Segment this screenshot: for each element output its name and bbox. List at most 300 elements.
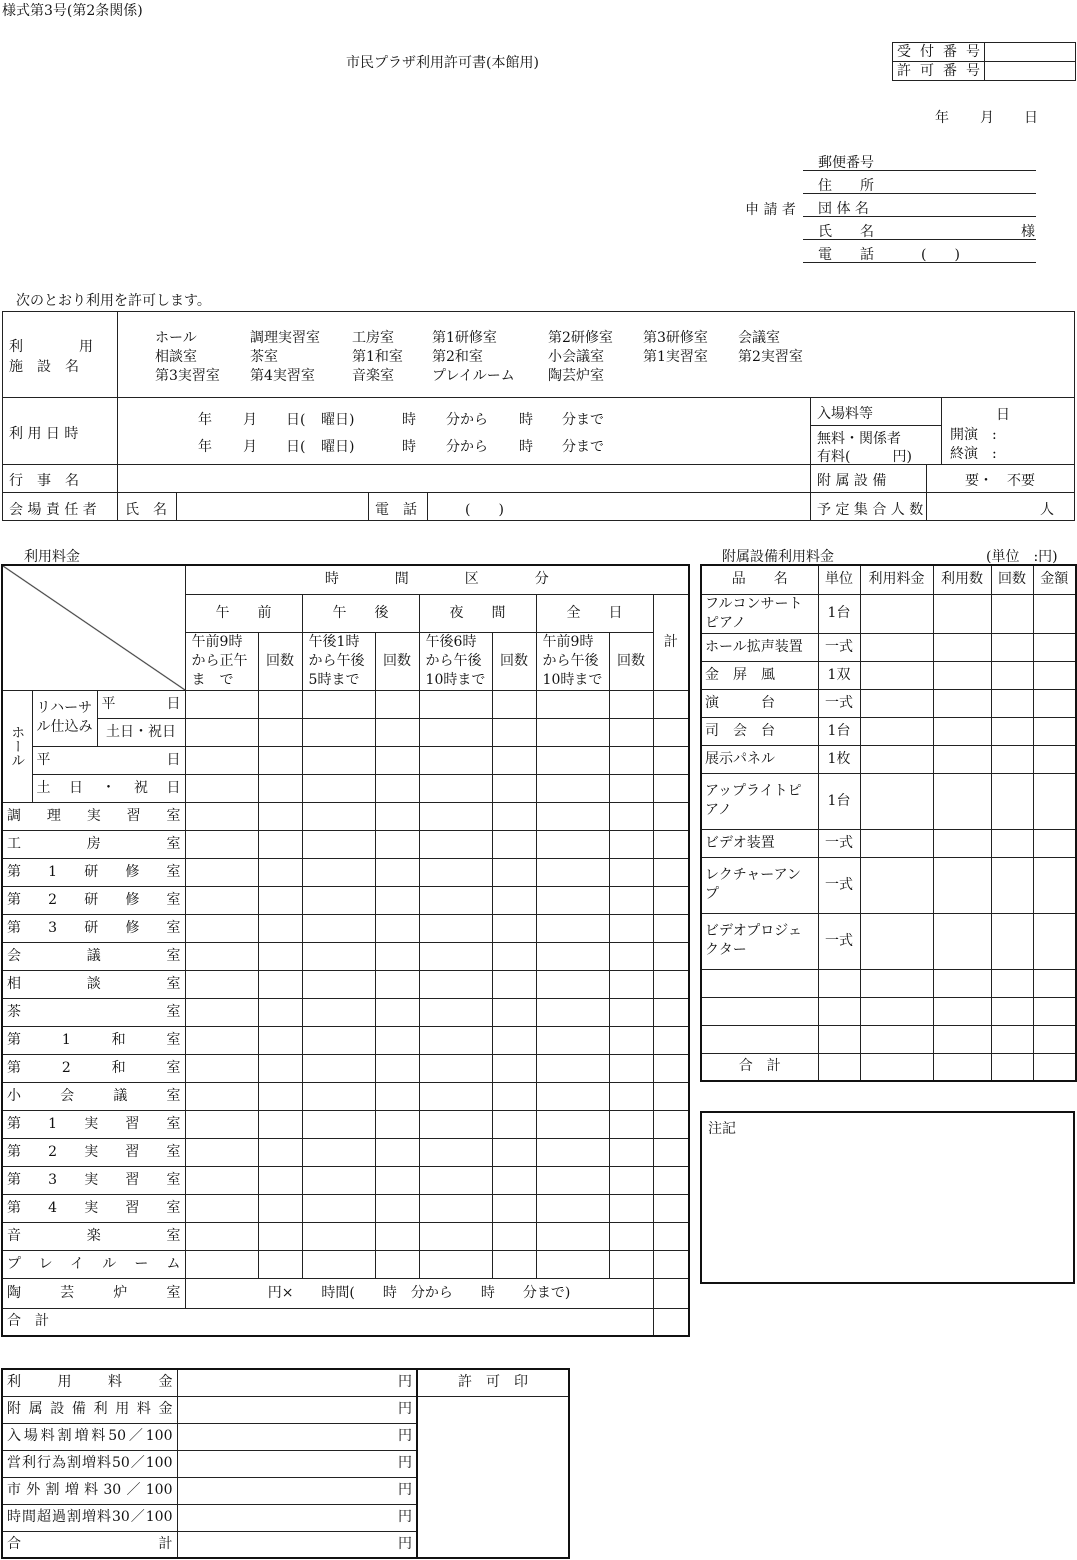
fee-cell[interactable] bbox=[419, 914, 492, 942]
fee-cell[interactable] bbox=[419, 1222, 492, 1250]
manager-tel-field[interactable]: ( ) bbox=[465, 502, 504, 518]
fee-cell[interactable] bbox=[419, 830, 492, 858]
fee-cell[interactable] bbox=[185, 1110, 258, 1138]
fee-cell[interactable] bbox=[375, 942, 419, 970]
equipment-cell[interactable] bbox=[991, 661, 1033, 689]
fee-cell[interactable] bbox=[492, 802, 536, 830]
fee-cell[interactable] bbox=[302, 858, 375, 886]
equipment-cell[interactable] bbox=[991, 997, 1033, 1025]
fee-cell[interactable] bbox=[536, 1082, 609, 1110]
name-line[interactable]: 氏 名 様 bbox=[803, 219, 1036, 240]
rehearsal-weekday: 平 日 bbox=[97, 690, 185, 718]
fee-cell[interactable] bbox=[653, 746, 689, 774]
fee-cell[interactable] bbox=[536, 970, 609, 998]
equipment-cell[interactable] bbox=[860, 773, 933, 829]
fee-cell[interactable] bbox=[419, 718, 492, 746]
fee-cell[interactable] bbox=[375, 774, 419, 802]
summary-amount[interactable]: 円 bbox=[177, 1369, 417, 1396]
fee-cell[interactable] bbox=[653, 886, 689, 914]
fee-cell[interactable] bbox=[536, 746, 609, 774]
equipment-cell[interactable] bbox=[1033, 997, 1076, 1025]
fee-cell[interactable] bbox=[375, 1054, 419, 1082]
fee-cell[interactable] bbox=[185, 1250, 258, 1278]
open-time[interactable]: 開演 : bbox=[950, 427, 997, 443]
equipment-cell[interactable] bbox=[991, 633, 1033, 661]
facility-option[interactable]: 工房室 bbox=[352, 330, 394, 346]
equipment-cell[interactable] bbox=[860, 661, 933, 689]
kiln-rate[interactable]: 円× 時間( 時 分から 時 分まで) bbox=[185, 1278, 653, 1308]
facility-option[interactable]: 第1研修室 bbox=[432, 330, 497, 346]
fee-cell[interactable] bbox=[375, 746, 419, 774]
fee-cell[interactable] bbox=[492, 1138, 536, 1166]
equipment-cell[interactable] bbox=[1033, 857, 1076, 913]
fee-cell[interactable] bbox=[609, 746, 653, 774]
fee-cell[interactable] bbox=[492, 830, 536, 858]
fee-cell[interactable] bbox=[492, 1250, 536, 1278]
fee-cell[interactable] bbox=[609, 1054, 653, 1082]
paid-option[interactable]: 有料( 円) bbox=[817, 449, 912, 465]
fee-cell[interactable] bbox=[185, 970, 258, 998]
fee-cell[interactable] bbox=[419, 1110, 492, 1138]
fee-cell[interactable] bbox=[492, 1166, 536, 1194]
fee-cell[interactable] bbox=[185, 1138, 258, 1166]
equipment-cell[interactable] bbox=[933, 969, 991, 997]
facility-option[interactable]: 第3実習室 bbox=[155, 368, 220, 384]
equipment-cell[interactable] bbox=[1033, 829, 1076, 857]
fee-cell[interactable] bbox=[536, 858, 609, 886]
fee-cell[interactable] bbox=[258, 1026, 302, 1054]
fee-cell[interactable] bbox=[536, 1250, 609, 1278]
fee-cell[interactable] bbox=[653, 1054, 689, 1082]
facility-option[interactable]: ホール bbox=[155, 330, 197, 346]
equipment-cell[interactable] bbox=[1033, 745, 1076, 773]
equipment-cell[interactable] bbox=[991, 717, 1033, 745]
fee-cell[interactable] bbox=[258, 914, 302, 942]
equipment-cell[interactable] bbox=[933, 689, 991, 717]
fee-cell[interactable] bbox=[492, 1054, 536, 1082]
facility-option[interactable]: 相談室 bbox=[155, 349, 197, 365]
manager-name-field[interactable] bbox=[179, 494, 365, 519]
equipment-cell[interactable] bbox=[860, 594, 933, 633]
equipment-cell[interactable] bbox=[1033, 1025, 1076, 1053]
equipment-cell[interactable] bbox=[1033, 661, 1076, 689]
tel-line[interactable]: 電 話 ( ) bbox=[803, 242, 1036, 263]
fee-cell[interactable] bbox=[419, 1194, 492, 1222]
fee-cell[interactable] bbox=[185, 998, 258, 1026]
fee-cell[interactable] bbox=[185, 1082, 258, 1110]
facility-option[interactable]: 第1実習室 bbox=[643, 349, 708, 365]
fee-cell[interactable] bbox=[609, 914, 653, 942]
fee-cell[interactable] bbox=[258, 942, 302, 970]
equipment-cell[interactable] bbox=[1033, 773, 1076, 829]
fee-cell[interactable] bbox=[492, 914, 536, 942]
equipment-cell[interactable] bbox=[701, 1025, 818, 1053]
fee-cell[interactable] bbox=[302, 1166, 375, 1194]
fee-cell[interactable] bbox=[609, 774, 653, 802]
notes-box[interactable] bbox=[700, 1111, 1075, 1284]
fee-cell[interactable] bbox=[609, 1166, 653, 1194]
fee-cell[interactable] bbox=[185, 1166, 258, 1194]
equipment-cell[interactable] bbox=[818, 1025, 860, 1053]
fee-cell[interactable] bbox=[185, 802, 258, 830]
fee-cell[interactable] bbox=[419, 1026, 492, 1054]
equipment-cell[interactable] bbox=[933, 717, 991, 745]
fee-cell[interactable] bbox=[258, 802, 302, 830]
fee-cell[interactable] bbox=[653, 970, 689, 998]
fee-cell[interactable] bbox=[492, 970, 536, 998]
facility-option[interactable]: 第2実習室 bbox=[738, 349, 803, 365]
equipment-cell[interactable] bbox=[860, 1053, 933, 1081]
fee-cell[interactable] bbox=[419, 1138, 492, 1166]
fee-cell[interactable] bbox=[609, 718, 653, 746]
equipment-cell[interactable] bbox=[991, 689, 1033, 717]
fee-cell[interactable] bbox=[258, 998, 302, 1026]
fee-cell[interactable] bbox=[419, 690, 492, 718]
fee-cell[interactable] bbox=[419, 942, 492, 970]
fee-cell[interactable] bbox=[258, 774, 302, 802]
equipment-cell[interactable] bbox=[933, 661, 991, 689]
fee-cell[interactable] bbox=[375, 718, 419, 746]
fee-cell[interactable] bbox=[258, 1110, 302, 1138]
summary-amount[interactable]: 円 bbox=[177, 1504, 417, 1531]
fee-cell[interactable] bbox=[375, 886, 419, 914]
fee-cell[interactable] bbox=[653, 858, 689, 886]
equipment-cell[interactable] bbox=[991, 773, 1033, 829]
fee-cell[interactable] bbox=[419, 774, 492, 802]
fee-cell[interactable] bbox=[375, 1222, 419, 1250]
fee-cell[interactable] bbox=[653, 1222, 689, 1250]
fee-cell[interactable] bbox=[609, 942, 653, 970]
fee-cell[interactable] bbox=[302, 690, 375, 718]
fee-cell[interactable] bbox=[536, 998, 609, 1026]
fee-cell[interactable] bbox=[258, 690, 302, 718]
fee-cell[interactable] bbox=[302, 1138, 375, 1166]
summary-amount[interactable]: 円 bbox=[177, 1531, 417, 1558]
fee-cell[interactable] bbox=[375, 1166, 419, 1194]
facility-option[interactable]: 第4実習室 bbox=[250, 368, 315, 384]
equipment-cell[interactable] bbox=[991, 745, 1033, 773]
fee-cell[interactable] bbox=[375, 998, 419, 1026]
fee-cell[interactable] bbox=[419, 886, 492, 914]
fee-cell[interactable] bbox=[492, 746, 536, 774]
summary-amount[interactable]: 円 bbox=[177, 1423, 417, 1450]
fee-cell[interactable] bbox=[302, 1110, 375, 1138]
fee-cell[interactable] bbox=[492, 886, 536, 914]
equipment-cell[interactable] bbox=[933, 745, 991, 773]
fee-cell[interactable] bbox=[492, 1110, 536, 1138]
fee-cell[interactable] bbox=[185, 830, 258, 858]
fee-cell[interactable] bbox=[375, 914, 419, 942]
fee-cell[interactable] bbox=[653, 942, 689, 970]
equipment-cell[interactable] bbox=[860, 829, 933, 857]
facility-option[interactable]: 茶室 bbox=[250, 349, 278, 365]
fee-cell[interactable] bbox=[419, 858, 492, 886]
equipment-cell[interactable] bbox=[933, 633, 991, 661]
fee-cell[interactable] bbox=[185, 1194, 258, 1222]
fee-cell[interactable] bbox=[653, 1194, 689, 1222]
fee-cell[interactable] bbox=[185, 1054, 258, 1082]
fee-cell[interactable] bbox=[609, 1250, 653, 1278]
fee-cell[interactable] bbox=[653, 802, 689, 830]
fee-cell[interactable] bbox=[302, 970, 375, 998]
equipment-cell[interactable] bbox=[933, 1025, 991, 1053]
equipment-need[interactable]: 要・ 不要 bbox=[965, 473, 1035, 489]
fee-cell[interactable] bbox=[258, 1222, 302, 1250]
fee-cell[interactable] bbox=[419, 1054, 492, 1082]
fee-cell[interactable] bbox=[258, 746, 302, 774]
fee-cell[interactable] bbox=[653, 1138, 689, 1166]
fee-cell[interactable] bbox=[302, 1222, 375, 1250]
room-label: 相談室 bbox=[2, 970, 185, 998]
fee-cell[interactable] bbox=[302, 774, 375, 802]
fee-cell[interactable] bbox=[302, 886, 375, 914]
equipment-cell[interactable] bbox=[818, 969, 860, 997]
equipment-cell[interactable] bbox=[991, 913, 1033, 969]
fee-cell[interactable] bbox=[375, 1026, 419, 1054]
fee-cell[interactable] bbox=[258, 1138, 302, 1166]
facility-option[interactable]: 調理実習室 bbox=[250, 330, 320, 346]
fee-cell[interactable] bbox=[536, 1166, 609, 1194]
facility-option[interactable]: 音楽室 bbox=[352, 368, 394, 384]
summary-amount[interactable]: 円 bbox=[177, 1477, 417, 1504]
fee-cell[interactable] bbox=[375, 1082, 419, 1110]
postal-line[interactable]: 郵便番号 bbox=[803, 150, 1036, 171]
equipment-cell[interactable] bbox=[933, 773, 991, 829]
equipment-cell[interactable] bbox=[991, 857, 1033, 913]
fee-cell[interactable] bbox=[375, 1250, 419, 1278]
fee-cell[interactable] bbox=[185, 914, 258, 942]
close-time[interactable]: 終演 : bbox=[950, 446, 997, 462]
fee-cell[interactable] bbox=[653, 1082, 689, 1110]
equipment-cell[interactable] bbox=[991, 1025, 1033, 1053]
equipment-cell[interactable] bbox=[991, 594, 1033, 633]
fee-cell[interactable] bbox=[302, 1054, 375, 1082]
fee-cell[interactable] bbox=[653, 914, 689, 942]
equipment-cell[interactable] bbox=[818, 1053, 860, 1081]
equipment-cell[interactable] bbox=[933, 594, 991, 633]
equipment-cell[interactable] bbox=[860, 689, 933, 717]
fee-cell[interactable] bbox=[653, 1278, 689, 1308]
fee-cell[interactable] bbox=[653, 1110, 689, 1138]
fee-cell[interactable] bbox=[492, 858, 536, 886]
fee-cell[interactable] bbox=[302, 942, 375, 970]
facility-option[interactable]: 第2和室 bbox=[432, 349, 483, 365]
fee-cell[interactable] bbox=[185, 886, 258, 914]
fee-cell[interactable] bbox=[258, 1166, 302, 1194]
fee-cell[interactable] bbox=[258, 1082, 302, 1110]
equipment-cell[interactable] bbox=[991, 1053, 1033, 1081]
facility-option[interactable]: 会議室 bbox=[738, 330, 780, 346]
equipment-cell[interactable] bbox=[701, 997, 818, 1025]
fee-cell[interactable] bbox=[536, 1138, 609, 1166]
fee-cell[interactable] bbox=[375, 690, 419, 718]
fee-cell[interactable] bbox=[185, 858, 258, 886]
fee-cell[interactable] bbox=[609, 998, 653, 1026]
fee-cell[interactable] bbox=[419, 746, 492, 774]
fee-cell[interactable] bbox=[653, 1250, 689, 1278]
fee-cell[interactable] bbox=[492, 774, 536, 802]
fee-cell[interactable] bbox=[185, 690, 258, 718]
equipment-cell[interactable] bbox=[1033, 969, 1076, 997]
fee-cell[interactable] bbox=[419, 802, 492, 830]
fee-cell[interactable] bbox=[609, 1082, 653, 1110]
fee-cell[interactable] bbox=[302, 718, 375, 746]
equipment-cell[interactable] bbox=[701, 969, 818, 997]
fee-cell[interactable] bbox=[609, 1026, 653, 1054]
equipment-cell[interactable] bbox=[860, 745, 933, 773]
fee-cell[interactable] bbox=[536, 1222, 609, 1250]
equipment-cell[interactable] bbox=[818, 997, 860, 1025]
fee-cell[interactable] bbox=[302, 998, 375, 1026]
fee-cell[interactable] bbox=[302, 802, 375, 830]
fee-cell[interactable] bbox=[419, 970, 492, 998]
fee-cell[interactable] bbox=[653, 830, 689, 858]
fee-cell[interactable] bbox=[536, 886, 609, 914]
fee-cell[interactable] bbox=[536, 914, 609, 942]
fee-cell[interactable] bbox=[375, 858, 419, 886]
fee-cell[interactable] bbox=[258, 1250, 302, 1278]
fee-cell[interactable] bbox=[258, 1194, 302, 1222]
group-line[interactable]: 団 体 名 bbox=[803, 196, 1036, 217]
fee-cell[interactable] bbox=[375, 1110, 419, 1138]
fee-cell[interactable] bbox=[258, 858, 302, 886]
facility-option[interactable]: 第1和室 bbox=[352, 349, 403, 365]
fee-cell[interactable] bbox=[492, 1222, 536, 1250]
equipment-cell[interactable] bbox=[860, 857, 933, 913]
facility-option[interactable]: 小会議室 bbox=[548, 349, 604, 365]
fee-cell[interactable] bbox=[185, 774, 258, 802]
fee-cell[interactable] bbox=[536, 1054, 609, 1082]
equipment-cell[interactable] bbox=[991, 829, 1033, 857]
fee-cell[interactable] bbox=[375, 1194, 419, 1222]
fee-cell[interactable] bbox=[536, 690, 609, 718]
fee-cell[interactable] bbox=[609, 1194, 653, 1222]
equipment-cell[interactable] bbox=[933, 913, 991, 969]
equipment-cell[interactable] bbox=[933, 997, 991, 1025]
equipment-cell[interactable] bbox=[1033, 633, 1076, 661]
fee-cell[interactable] bbox=[419, 1082, 492, 1110]
fee-cell[interactable] bbox=[258, 718, 302, 746]
fee-cell[interactable] bbox=[609, 1138, 653, 1166]
equipment-cell[interactable] bbox=[860, 969, 933, 997]
fee-cell[interactable] bbox=[653, 774, 689, 802]
equipment-cell[interactable] bbox=[1033, 594, 1076, 633]
fee-cell[interactable] bbox=[609, 1222, 653, 1250]
facility-option[interactable]: 第2研修室 bbox=[548, 330, 613, 346]
fee-cell[interactable] bbox=[536, 718, 609, 746]
fee-cell[interactable] bbox=[536, 942, 609, 970]
applicant-label: 申 請 者 bbox=[745, 202, 796, 218]
fee-cell[interactable] bbox=[536, 802, 609, 830]
fee-cell[interactable] bbox=[302, 830, 375, 858]
equipment-cell[interactable] bbox=[860, 1025, 933, 1053]
fee-cell[interactable] bbox=[492, 1082, 536, 1110]
fee-cell[interactable] bbox=[536, 774, 609, 802]
fee-cell[interactable] bbox=[258, 830, 302, 858]
equipment-cell[interactable] bbox=[860, 913, 933, 969]
fee-cell[interactable] bbox=[653, 690, 689, 718]
fee-cell[interactable] bbox=[419, 998, 492, 1026]
permit-number-field[interactable] bbox=[985, 62, 1076, 81]
equipment-cell[interactable] bbox=[1033, 717, 1076, 745]
fee-cell[interactable] bbox=[609, 886, 653, 914]
fee-cell[interactable] bbox=[375, 802, 419, 830]
fee-cell[interactable] bbox=[492, 690, 536, 718]
facility-option[interactable]: 第3研修室 bbox=[643, 330, 708, 346]
equipment-cell[interactable] bbox=[860, 997, 933, 1025]
receipt-number-field[interactable] bbox=[985, 43, 1076, 62]
fee-cell[interactable] bbox=[375, 830, 419, 858]
fee-total-cell[interactable] bbox=[653, 1308, 689, 1336]
fee-cell[interactable] bbox=[609, 858, 653, 886]
equipment-cell[interactable] bbox=[933, 829, 991, 857]
fee-cell[interactable] bbox=[185, 746, 258, 774]
fee-cell[interactable] bbox=[302, 1250, 375, 1278]
fee-cell[interactable] bbox=[653, 998, 689, 1026]
equipment-cell[interactable] bbox=[933, 857, 991, 913]
equipment-cell[interactable] bbox=[1033, 913, 1076, 969]
fee-cell[interactable] bbox=[375, 1138, 419, 1166]
fee-cell[interactable] bbox=[653, 718, 689, 746]
fee-cell[interactable] bbox=[653, 1026, 689, 1054]
equipment-cell[interactable] bbox=[860, 633, 933, 661]
fee-cell[interactable] bbox=[258, 970, 302, 998]
equipment-cell[interactable] bbox=[991, 969, 1033, 997]
fee-cell[interactable] bbox=[185, 718, 258, 746]
fee-cell[interactable] bbox=[258, 1054, 302, 1082]
fee-cell[interactable] bbox=[302, 1194, 375, 1222]
fee-cell[interactable] bbox=[185, 1026, 258, 1054]
event-name-field[interactable] bbox=[120, 466, 806, 490]
fee-cell[interactable] bbox=[536, 830, 609, 858]
fee-cell[interactable] bbox=[375, 970, 419, 998]
summary-amount[interactable]: 円 bbox=[177, 1396, 417, 1423]
facility-option[interactable]: プレイルーム bbox=[432, 368, 515, 384]
fee-cell[interactable] bbox=[492, 998, 536, 1026]
fee-cell[interactable] bbox=[536, 1110, 609, 1138]
free-option[interactable]: 無料・関係者 bbox=[817, 431, 901, 447]
fee-cell[interactable] bbox=[492, 1026, 536, 1054]
fee-cell[interactable] bbox=[609, 830, 653, 858]
equipment-cell[interactable] bbox=[933, 1053, 991, 1081]
fee-cell[interactable] bbox=[302, 1026, 375, 1054]
facility-option[interactable]: 陶芸炉室 bbox=[548, 368, 604, 384]
fee-cell[interactable] bbox=[302, 746, 375, 774]
fee-cell[interactable] bbox=[302, 914, 375, 942]
equipment-cell[interactable] bbox=[1033, 689, 1076, 717]
fee-cell[interactable] bbox=[492, 718, 536, 746]
fee-cell[interactable] bbox=[492, 942, 536, 970]
fee-cell[interactable] bbox=[258, 886, 302, 914]
fee-cell[interactable] bbox=[609, 690, 653, 718]
fee-cell[interactable] bbox=[302, 1082, 375, 1110]
equipment-cell[interactable] bbox=[860, 717, 933, 745]
fee-cell[interactable] bbox=[419, 1250, 492, 1278]
address-line[interactable]: 住 所 bbox=[803, 173, 1036, 194]
equipment-cell[interactable] bbox=[1033, 1053, 1076, 1081]
summary-amount[interactable]: 円 bbox=[177, 1450, 417, 1477]
fee-cell[interactable] bbox=[492, 1194, 536, 1222]
fee-cell[interactable] bbox=[185, 942, 258, 970]
fee-cell[interactable] bbox=[653, 1166, 689, 1194]
fee-cell[interactable] bbox=[419, 1166, 492, 1194]
fee-cell[interactable] bbox=[609, 970, 653, 998]
fee-cell[interactable] bbox=[609, 802, 653, 830]
fee-cell[interactable] bbox=[536, 1026, 609, 1054]
fee-cell[interactable] bbox=[536, 1194, 609, 1222]
fee-cell[interactable] bbox=[609, 1110, 653, 1138]
fee-cell[interactable] bbox=[185, 1222, 258, 1250]
